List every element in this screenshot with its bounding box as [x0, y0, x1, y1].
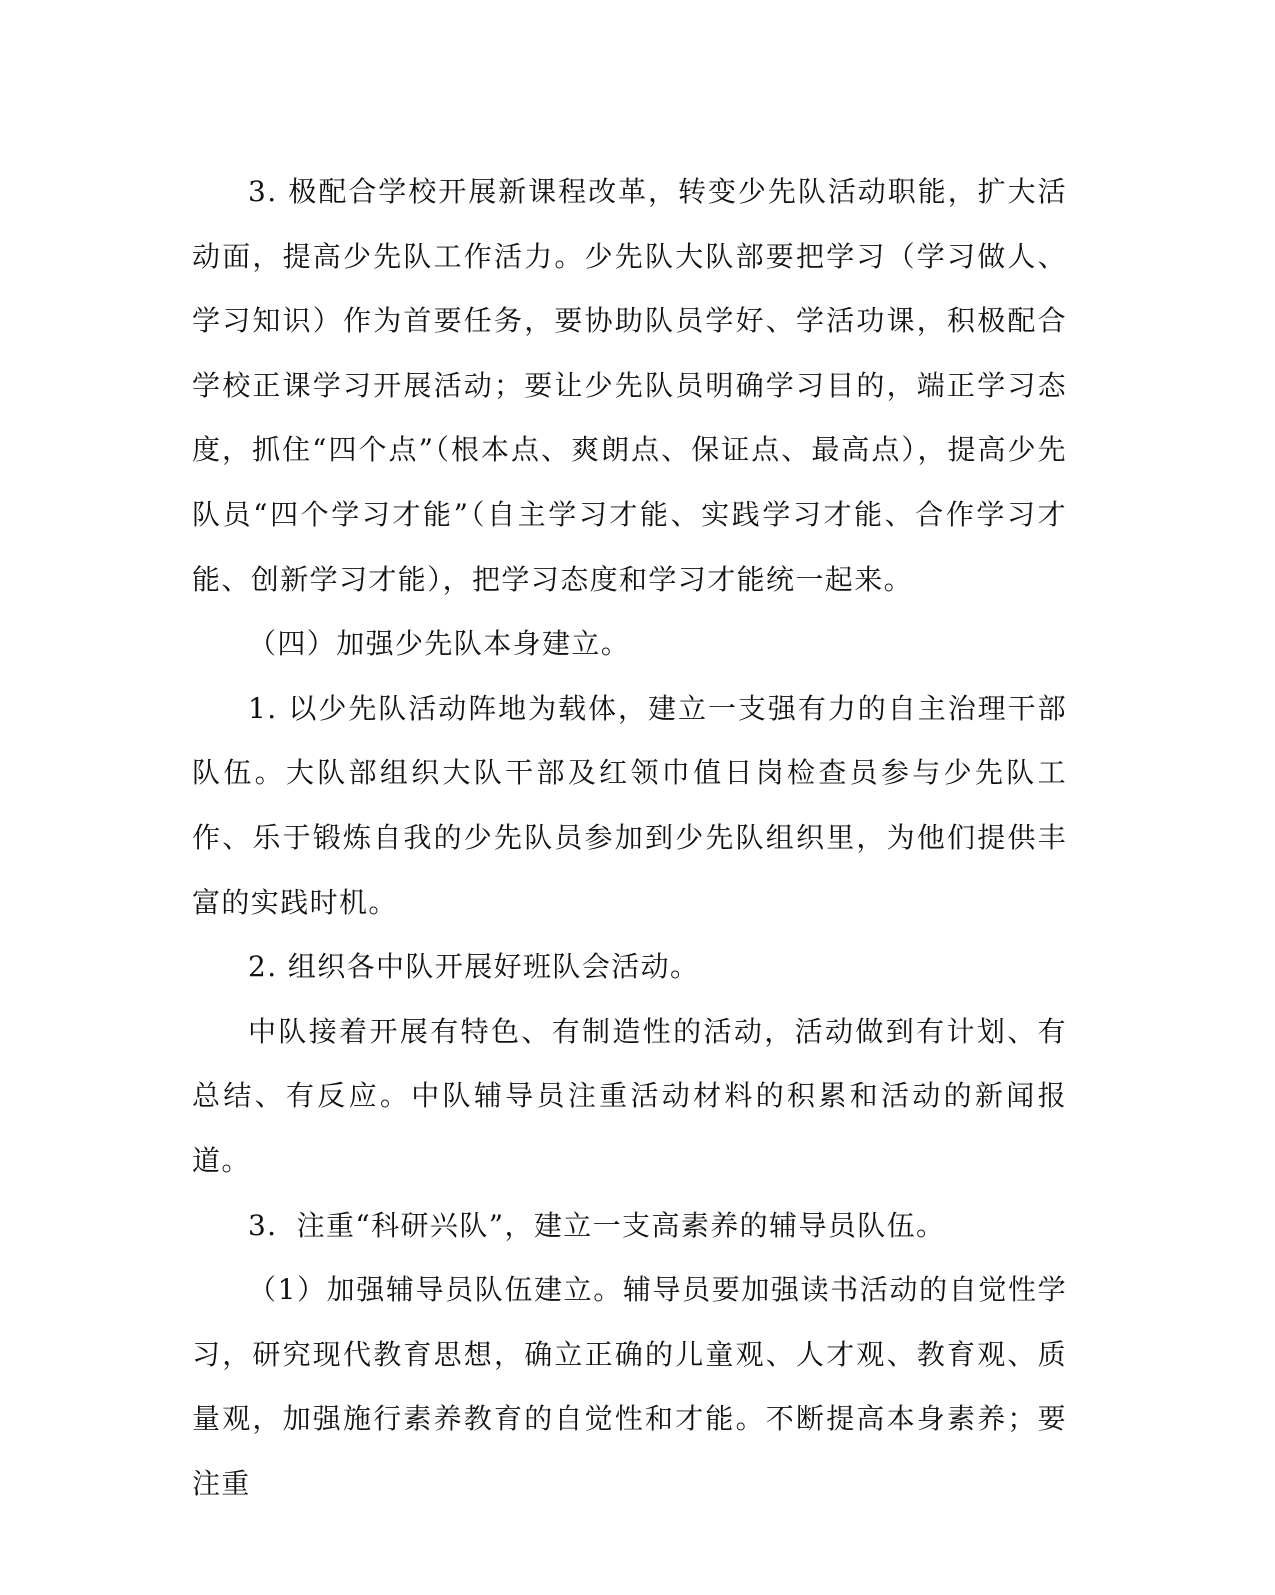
paragraph-class-meetings: 2. 组织各中队开展好班队会活动。	[248, 950, 700, 984]
section-heading-team-building: （四）加强少先队本身建立。	[248, 627, 631, 661]
document-body	[192, 160, 1067, 1516]
paragraph-cadre-team: 1. 以少先队活动阵地为载体，建立一支强有力的自主治理干部队伍。大队部组织大队干部及红领巾值日岗检查员参与少先队工作、乐于锻炼自我的少先队员参加到少先队组织里，为他们提供丰富的实践时机。	[192, 691, 1067, 919]
paragraph-research-team: 3．注重“科研兴队”，建立一支高素养的辅导员队伍。	[248, 1208, 946, 1242]
paragraph-counselor-building: （1）加强辅导员队伍建立。辅导员要加强读书活动的自觉性学习，研究现代教育思想，确立正确的儿童观、人才观、教育观、质量观，加强施行素养教育的自觉性和才能。不断提高本身素养；要注重	[192, 1273, 1067, 1500]
paragraph-class-reform: 3. 极配合学校开展新课程改革，转变少先队活动职能，扩大活动面，提高少先队工作活力。少先队大队部要把学习（学习做人、学习知识）作为首要任务，要协助队员学好、学活功课，积极配合学校正课学习开展活动；要让少先队员明确学习目的，端正学习态度，抓住“四个点”（根本点、爽朗点、保证点、最高点），提高少先队员“四个学习才能”（自主学习才能、实践学习才能、合作学习才能、创新学习才能），把学习态度和学习才能统一起来。	[192, 175, 1067, 596]
paragraph-squad-activities: 中队接着开展有特色、有制造性的活动，活动做到有计划、有总结、有反应。中队辅导员注重活动材料的积累和活动的新闻报道。	[192, 1014, 1067, 1177]
